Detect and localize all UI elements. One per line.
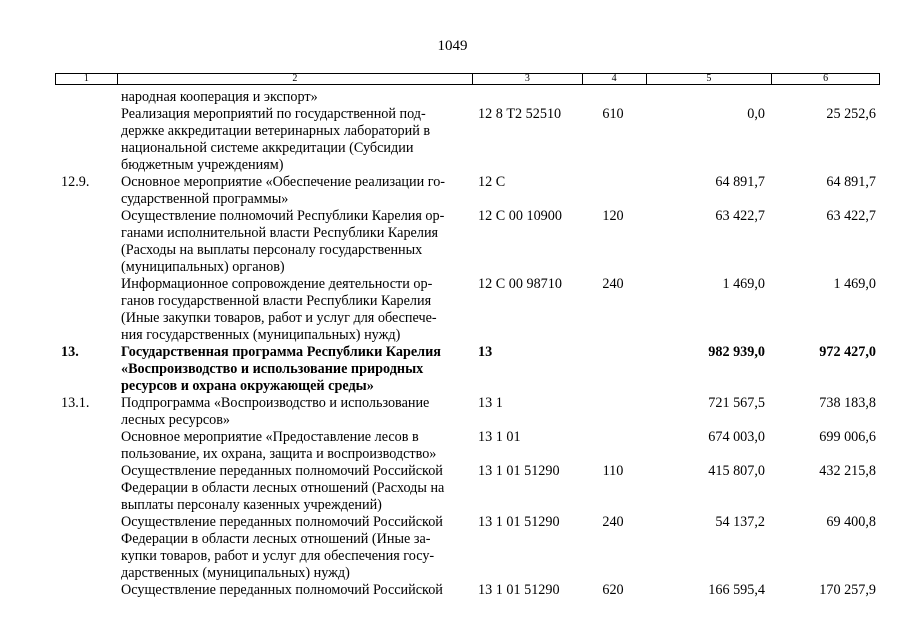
row-code: 12 С 00 10900 (478, 208, 562, 224)
description-line: народная кооперация и экспорт» (121, 89, 318, 105)
table-row (55, 514, 880, 582)
row-description (115, 463, 471, 514)
row-value-col6: 64 891,7 (826, 174, 876, 190)
description-line: бюджетным учреждениям) (121, 157, 284, 173)
description-line: Основное мероприятие «Обеспечение реализации го- (121, 174, 446, 190)
row-value-col5 (645, 89, 771, 106)
row-description (115, 208, 471, 276)
header-col-3: 3 (473, 74, 583, 84)
row-value-col5: 1 469,0 (722, 276, 765, 292)
description-line: сударственной программы» (121, 191, 289, 207)
row-number (55, 582, 115, 599)
row-value-col6: 69 400,8 (826, 514, 876, 530)
description-line: ния государственных (муниципальных) нужд) (121, 327, 401, 343)
row-value-col5: 54 137,2 (715, 514, 765, 530)
row-description (115, 89, 471, 106)
description-line: «Воспроизводство и использование природных (121, 361, 424, 377)
row-description (115, 276, 471, 344)
description-line: Федерации в области лесных отношений (Расходы на (121, 480, 445, 496)
row-description (115, 395, 471, 429)
row-value-col5: 982 939,0 (708, 344, 765, 360)
header-col-1: 1 (56, 74, 118, 84)
row-description (115, 582, 471, 599)
description-line: Осуществление переданных полномочий Российской (121, 582, 443, 598)
row-code: 13 1 01 51290 (478, 582, 560, 598)
description-line: Информационное сопровождение деятельности ор- (121, 276, 433, 292)
table-row (55, 89, 880, 106)
table-row (55, 582, 880, 599)
table-body (55, 89, 880, 599)
row-value-col5: 0,0 (747, 106, 765, 122)
description-line: Осуществление полномочий Республики Карелия ор- (121, 208, 445, 224)
row-value-col6: 699 006,6 (819, 429, 876, 445)
description-line: купки товаров, работ и услуг для обеспечения госу- (121, 548, 435, 564)
row-number (55, 208, 115, 276)
row-description (115, 514, 471, 582)
row-expense-type (581, 89, 645, 106)
row-code: 13 1 01 (478, 429, 521, 445)
description-line: Реализация мероприятий по государственной под- (121, 106, 426, 122)
row-code: 13 1 01 51290 (478, 514, 560, 530)
row-value-col5: 415 807,0 (708, 463, 765, 479)
table-row (55, 106, 880, 174)
row-code: 13 1 01 51290 (478, 463, 560, 479)
description-line: дарственных (муниципальных) нужд) (121, 565, 350, 581)
table-row (55, 395, 880, 429)
row-value-col5: 166 595,4 (708, 582, 765, 598)
row-expense-type: 240 (602, 276, 624, 292)
table-row (55, 463, 880, 514)
row-number (55, 106, 115, 174)
table-row (55, 174, 880, 208)
row-expense-type: 110 (602, 463, 624, 479)
description-line: ганами исполнительной власти Республики Карелия (121, 225, 439, 241)
header-col-4: 4 (583, 74, 647, 84)
row-expense-type: 610 (602, 106, 624, 122)
description-line: Подпрограмма «Воспроизводство и использование (121, 395, 430, 411)
row-expense-type: 240 (602, 514, 624, 530)
row-number: 12.9. (61, 174, 90, 190)
row-value-col5: 63 422,7 (715, 208, 765, 224)
description-line: национальной системе аккредитации (Субсидии (121, 140, 414, 156)
table-row (55, 276, 880, 344)
row-code (471, 89, 581, 106)
description-line: (Иные закупки товаров, работ и услуг для обеспече- (121, 310, 437, 326)
row-expense-type (581, 429, 645, 463)
description-line: (Расходы на выплаты персоналу государственных (121, 242, 423, 258)
row-number (55, 429, 115, 463)
description-line: Государственная программа Республики Карелия (121, 344, 441, 360)
description-line: пользование, их охрана, защита и воспроизводство» (121, 446, 437, 462)
table-row (55, 429, 880, 463)
row-expense-type (581, 174, 645, 208)
page-number: 1049 (437, 38, 468, 54)
row-code: 13 (478, 344, 493, 360)
row-value-col5: 64 891,7 (715, 174, 765, 190)
row-number (55, 463, 115, 514)
description-line: ганов государственной власти Республики Карелия (121, 293, 432, 309)
description-line: Осуществление переданных полномочий Российской (121, 463, 443, 479)
row-code: 13 1 (478, 395, 503, 411)
description-line: лесных ресурсов» (121, 412, 231, 428)
row-value-col6: 1 469,0 (833, 276, 876, 292)
row-description (115, 344, 471, 395)
description-line: Осуществление переданных полномочий Российской (121, 514, 443, 530)
description-line: Федерации в области лесных отношений (Иные за- (121, 531, 431, 547)
row-number (55, 514, 115, 582)
header-col-6: 6 (823, 73, 829, 84)
description-line: держке аккредитации ветеринарных лабораторий в (121, 123, 431, 139)
row-expense-type (581, 395, 645, 429)
row-value-col6: 25 252,6 (826, 106, 876, 122)
row-value-col6: 63 422,7 (826, 208, 876, 224)
row-value-col5: 721 567,5 (708, 395, 765, 411)
table-row (55, 344, 880, 395)
header-col-5: 5 (647, 74, 773, 84)
row-value-col6: 432 215,8 (819, 463, 876, 479)
row-description (115, 106, 471, 174)
row-description (115, 174, 471, 208)
table-header (55, 73, 880, 85)
row-value-col6: 972 427,0 (819, 344, 876, 360)
row-code: 12 8 Т2 52510 (478, 106, 562, 122)
row-number (55, 89, 115, 106)
row-value-col6 (771, 89, 880, 106)
row-code: 12 С (478, 174, 506, 190)
row-description (115, 429, 471, 463)
header-col-2: 2 (118, 74, 473, 84)
row-expense-type: 620 (602, 582, 624, 598)
row-number: 13. (61, 344, 79, 360)
table-row (55, 208, 880, 276)
row-number: 13.1. (61, 395, 90, 411)
description-line: ресурсов и охрана окружающей среды» (121, 378, 374, 394)
row-code: 12 С 00 98710 (478, 276, 562, 292)
row-number (55, 276, 115, 344)
row-value-col6: 738 183,8 (819, 395, 876, 411)
description-line: выплаты персоналу казенных учреждений) (121, 497, 382, 513)
row-expense-type: 120 (602, 208, 624, 224)
row-value-col5: 674 003,0 (708, 429, 765, 445)
row-value-col6: 170 257,9 (819, 582, 876, 598)
row-expense-type (581, 344, 645, 395)
description-line: Основное мероприятие «Предоставление лесов в (121, 429, 419, 445)
description-line: (муниципальных) органов) (121, 259, 285, 275)
